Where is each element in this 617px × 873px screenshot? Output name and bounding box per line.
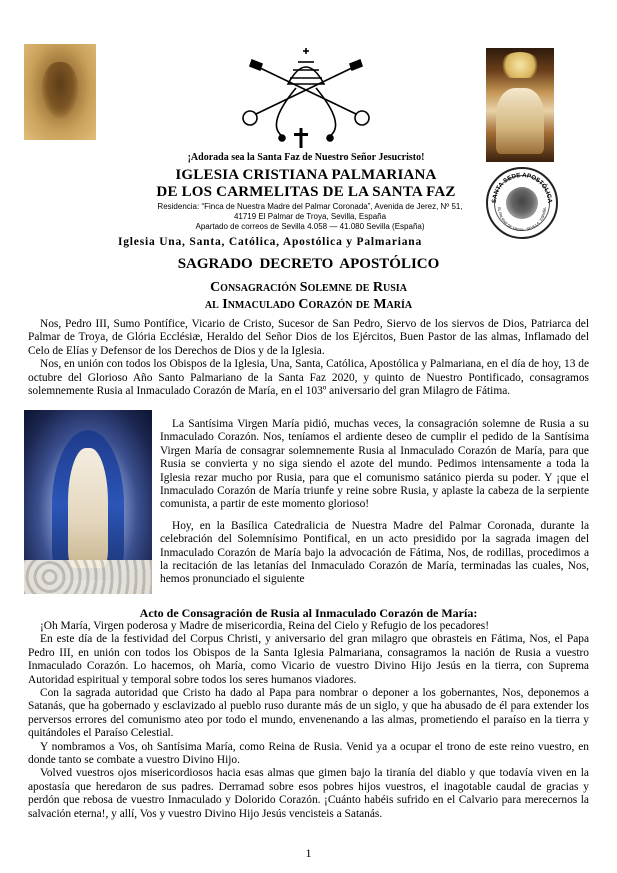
page-number: 1 bbox=[305, 846, 312, 860]
paragraph-deposition: Con la sagrada autoridad que Cristo ha dado al Papa para nombrar o deponer a los gobernantes, Nos, deponemos a Satanás, que ha gobernado y esclavizado al pueblo ruso durante más de un siglo, y que ha abusado de él para extender los perversos errores del comunismo ateo por todo el mundo, envenenando a las almas, prometiendo el paraíso en la tierra y quitándoles el Paraíso Celestial. bbox=[28, 687, 589, 740]
paragraph-mercy: Volved vuestros ojos misericordiosos hacia esas almas que gimen bajo la tiranía del diablo y que todavía viven en la apostasía que heredaron de sus padres. Derramad sobre esos pobres hijos vuestros, el inagotable caudal de gracias y perdón que rebosa de vuestro Inmaculado y Dolorido Corazón. ¡Cuánto habéis sufrido en el Calvario para merecernos la salvación eterna!, y allí, Vos y vuestro Divino Hijo Jesús vencisteis a Satanás. bbox=[28, 767, 589, 820]
paragraph-consecration: Nos, en unión con todos los Obispos de la Iglesia, Una, Santa, Católica, Apostólica y Palmariana, en el día de hoy, 13 de octubre del Glorioso Año Santo Palmariano de la Santa Faz 2020, y quinto de Nuestro Pontificado, consagramos solemnemente Rusia al Inmaculado Corazón de María, en el 103º aniversario del gran Milagro de Fátima. bbox=[28, 358, 589, 398]
paragraph-virgin-request: La Santísima Virgen María pidió, muchas veces, la consagración solemne de Rusia a su Inmaculado Corazón. Nos, teníamos el ardiente deseo de cumplir el pedido de la Santísima Virgen María de consagrar solemnemente Rusia al Inmaculado Corazón de María, para que Rusia se convierta y no siga siendo el azote del mundo. Pedimos intensamente a toda la Iglesia rezar mucho por Rusia, para que el comunismo satánico pierda su poder. Y ¡que el Inmaculado Corazón de María triunfe y reine sobre Rusia, y aplaste la cabeza de la serpiente comunista, a partir de este momento glorioso! bbox=[160, 418, 589, 511]
paragraph-corpus-christi: En este día de la festividad del Corpus Christi, y aniversario del gran milagro que obrasteis en Fátima, Nos, el Papa Pedro III, en unión con todos los Obispos de la Santa Iglesia Palmariana, consagramos la nación de Rusia a vuestro Inmaculado Corazón. Lo hacemos, oh María, como Vicario de vuestro Divino Hijo Jesús en la tierra, con Suprema Autoridad espiritual y temporal sobre todos los seres humanos viadores. bbox=[28, 633, 589, 686]
paragraph-intro: Nos, Pedro III, Sumo Pontífice, Vicario de Cristo, Sucesor de San Pedro, Siervo de los siervos de Dios, Patriarca del Palmar de Troya, de Glória Ecclésiæ, Heraldo del Señor Dios de los Ejércitos, Buen Pastor de las almas, Inflamado del Celo de Elías y Defensor de los Derechos de Dios y de la Iglesia. bbox=[28, 318, 589, 357]
seal-bottom-text: EL PALMAR DE TROYA · SEVILLA · ESPAÑA bbox=[496, 207, 548, 233]
paragraph-invocation: ¡Oh María, Virgen poderosa y Madre de misericordia, Reina del Cielo y Refugio de los pecadores! bbox=[40, 620, 490, 632]
act-title: Acto de Consagración de Rusia al Inmaculado Corazón de María: bbox=[139, 606, 478, 620]
church-name-line1: IGLESIA CRISTIANA PALMARIANA bbox=[175, 167, 437, 183]
seal-top-text: SANTA SEDE APOSTÓLICA bbox=[490, 171, 554, 204]
virgin-statue-image bbox=[486, 48, 554, 162]
address-line3: Apartado de correos de Sevilla 4.058 — 41.080 Sevilla (España) bbox=[195, 222, 425, 231]
church-name-line2: DE LOS CARMELITAS DE LA SANTA FAZ bbox=[156, 184, 456, 200]
fatima-image bbox=[24, 410, 152, 594]
holy-face-image bbox=[24, 44, 96, 140]
paragraph-basilica: Hoy, en la Basílica Catedralicia de Nuestra Madre del Palmar Coronada, durante la celebración del Solemnísimo Pontifical, en un acto presidido por la sagrada imagen del Inmaculado Corazón de María bajo la advocación de Fátima, Nos, de rodillas, procedimos a la recitación de las letanías del Inmaculado Corazón de María, terminadas las cuales, Nos, hemos pronunciado el siguiente bbox=[160, 519, 589, 586]
document-title: SAGRADO DECRETO APOSTÓLICO bbox=[177, 256, 440, 272]
adoration-line: ¡Adorada sea la Santa Faz de Nuestro Señor Jesucristo! bbox=[187, 152, 425, 163]
address-line1: Residencia: “Finca de Nuestra Madre del Palmar Coronada”, Avenida de Jerez, Nº 51, bbox=[157, 202, 463, 211]
address-line2: 41719 El Palmar de Troya, Sevilla, España bbox=[233, 212, 387, 221]
document-subtitle-line1: Consagración Solemne de Rusia bbox=[210, 280, 407, 295]
document-subtitle-line2: al Inmaculado Corazón de María bbox=[204, 297, 413, 312]
paragraph-queen: Y nombramos a Vos, oh Santísima María, como Reina de Rusia. Venid ya a ocupar el trono de este reino vuestro, en donde tanto se combate a vuestro Divino Hijo. bbox=[28, 740, 589, 767]
svg-text:EL PALMAR DE TROYA · SEVILLA · bbox=[497, 207, 547, 232]
church-motto: Iglesia Una, Santa, Católica, Apostólica y Palmariana bbox=[117, 236, 423, 248]
cross-icon bbox=[294, 128, 308, 148]
